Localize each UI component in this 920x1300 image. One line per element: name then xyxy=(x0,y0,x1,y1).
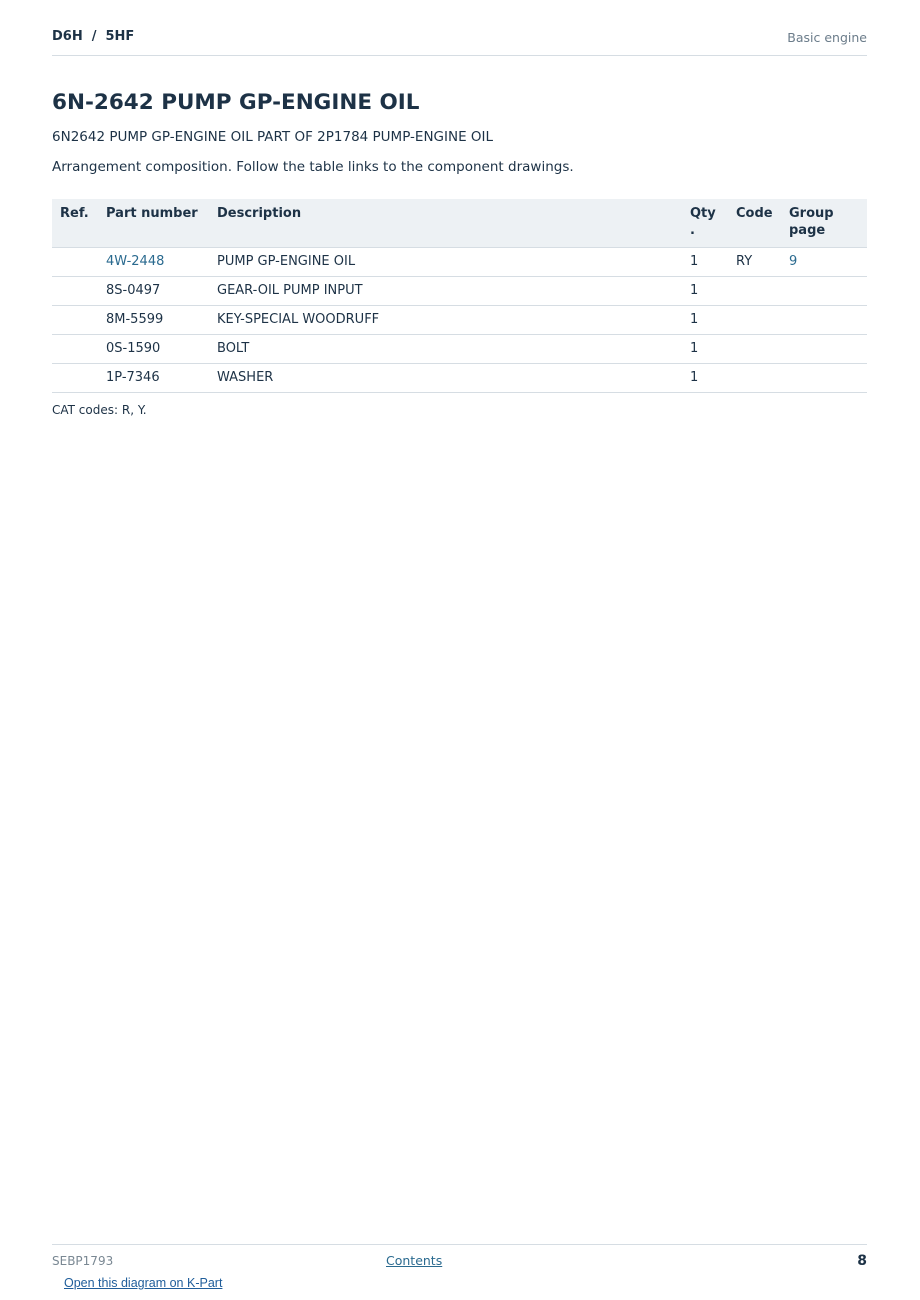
table-row xyxy=(52,334,867,363)
part-number-link[interactable]: 4W-2448 xyxy=(106,254,165,269)
cell-qty: 1 xyxy=(682,276,728,305)
page-subtitle: 6N2642 PUMP GP-ENGINE OIL PART OF 2P1784 PUMP-ENGINE OIL xyxy=(52,129,494,145)
breadcrumb xyxy=(52,29,134,44)
cell-code xyxy=(728,334,781,363)
page-footer xyxy=(52,1244,867,1270)
table-row xyxy=(52,305,867,334)
cell-ref xyxy=(52,276,98,305)
cell-part-number: 0S-1590 xyxy=(98,334,209,363)
col-header-ref: Ref. xyxy=(52,199,98,247)
cell-ref xyxy=(52,334,98,363)
kpart-link[interactable]: Open this diagram on K-Part xyxy=(64,1276,223,1290)
cell-ref xyxy=(52,305,98,334)
page-number: 8 xyxy=(857,1253,867,1269)
cell-code: RY xyxy=(728,247,781,276)
breadcrumb-separator: / xyxy=(91,29,97,44)
cell-group-page xyxy=(781,305,867,334)
page-title: 6N-2642 PUMP GP-ENGINE OIL xyxy=(52,90,420,115)
cell-part-number: 8M-5599 xyxy=(98,305,209,334)
cell-code xyxy=(728,305,781,334)
cell-part-number: 8S-0497 xyxy=(98,276,209,305)
cell-group-page xyxy=(781,276,867,305)
contents-link[interactable]: Contents xyxy=(386,1253,443,1268)
col-header-qty: Qty . xyxy=(682,199,728,247)
col-header-code: Code xyxy=(728,199,781,247)
document-id: SEBP1793 xyxy=(52,1254,114,1268)
breadcrumb-serial: 5HF xyxy=(105,29,135,44)
cell-code xyxy=(728,363,781,392)
table-header-row xyxy=(52,199,867,247)
cell-qty: 1 xyxy=(682,305,728,334)
cell-description: WASHER xyxy=(209,363,682,392)
cell-description: GEAR-OIL PUMP INPUT xyxy=(209,276,682,305)
parts-table xyxy=(52,199,867,393)
cell-ref xyxy=(52,363,98,392)
cell-group-page xyxy=(781,363,867,392)
cell-qty: 1 xyxy=(682,334,728,363)
cell-description: KEY-SPECIAL WOODRUFF xyxy=(209,305,682,334)
col-header-description: Description xyxy=(209,199,682,247)
table-row xyxy=(52,363,867,392)
table-row xyxy=(52,276,867,305)
cell-description: PUMP GP-ENGINE OIL xyxy=(209,247,682,276)
group-page-link[interactable]: 9 xyxy=(789,254,798,269)
cell-qty: 1 xyxy=(682,247,728,276)
cell-group-page xyxy=(781,334,867,363)
cell-part-number: 1P-7346 xyxy=(98,363,209,392)
cell-qty: 1 xyxy=(682,363,728,392)
cat-codes-note: CAT codes: R, Y. xyxy=(52,403,147,417)
table-row xyxy=(52,247,867,276)
cell-ref xyxy=(52,247,98,276)
col-header-part-number: Part number xyxy=(98,199,209,247)
breadcrumb-model: D6H xyxy=(52,29,83,44)
section-label: Basic engine xyxy=(787,30,867,45)
intro-text: Arrangement composition. Follow the table links to the component drawings. xyxy=(52,159,574,175)
col-header-group-page: Group page xyxy=(781,199,867,247)
cell-code xyxy=(728,276,781,305)
page-header xyxy=(52,28,867,56)
cell-description: BOLT xyxy=(209,334,682,363)
